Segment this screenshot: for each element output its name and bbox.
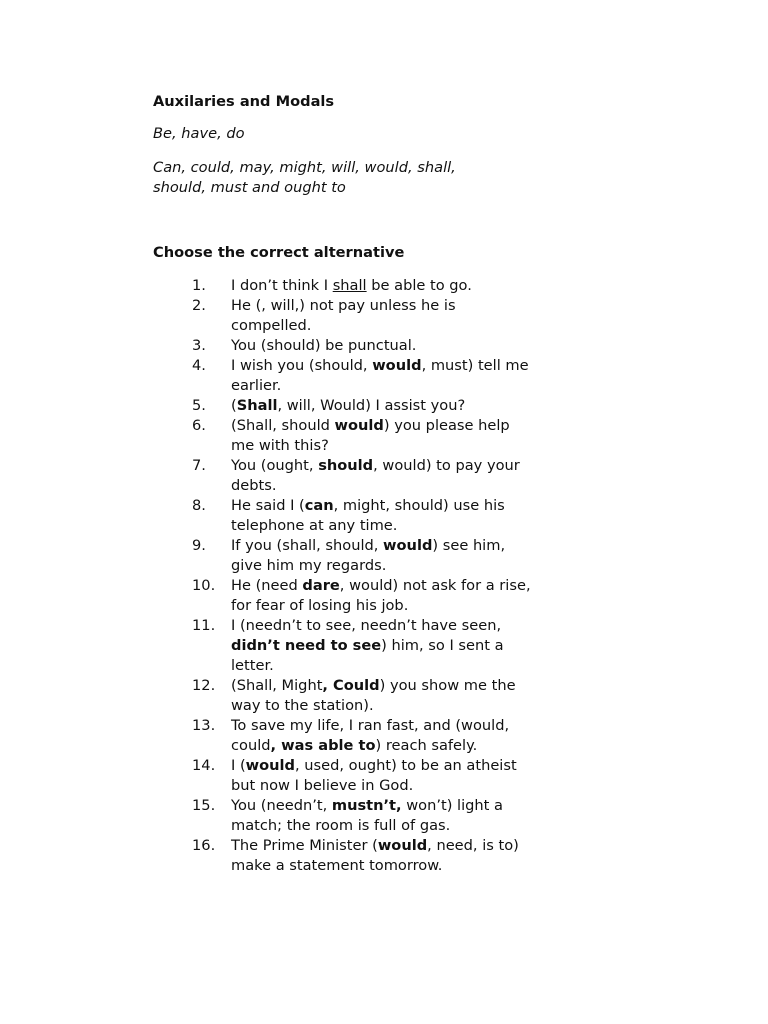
list-item — [0, 756, 768, 796]
item-line: He (, will,) not pay unless he is — [231, 297, 456, 314]
item-number: 1. — [192, 277, 206, 294]
item-text — [231, 356, 621, 396]
item-line: compelled. — [231, 317, 312, 334]
list-item — [0, 716, 768, 756]
list-item — [0, 536, 768, 576]
item-line: way to the station). — [231, 697, 374, 714]
item-number: 13. — [192, 717, 216, 734]
item-text — [231, 536, 621, 576]
item-line: telephone at any time. — [231, 517, 398, 534]
item-line: but now I believe in God. — [231, 777, 414, 794]
item-line: I (would, used, ought) to be an atheist — [231, 757, 517, 774]
item-line: (Shall, should would) you please help — [231, 417, 510, 434]
item-text — [231, 836, 621, 876]
auxiliaries-subtitle: Be, have, do — [153, 125, 245, 142]
item-text — [231, 416, 621, 456]
item-number: 14. — [192, 757, 216, 774]
item-number: 2. — [192, 297, 206, 314]
item-text — [231, 676, 621, 716]
item-number: 3. — [192, 337, 206, 354]
item-number: 11. — [192, 617, 216, 634]
list-item — [0, 576, 768, 616]
item-line: I don’t think I shall be able to go. — [231, 277, 472, 294]
modals-list-text — [153, 158, 583, 198]
item-line: He (need dare, would) not ask for a rise, — [231, 577, 531, 594]
item-number: 10. — [192, 577, 216, 594]
list-item — [0, 416, 768, 456]
item-text — [231, 496, 621, 536]
list-item — [0, 276, 768, 296]
item-line: debts. — [231, 477, 277, 494]
item-line: for fear of losing his job. — [231, 597, 409, 614]
item-line: earlier. — [231, 377, 282, 394]
exercise-list — [0, 276, 768, 876]
list-item — [0, 836, 768, 876]
item-number: 6. — [192, 417, 206, 434]
item-line: me with this? — [231, 437, 329, 454]
item-number: 16. — [192, 837, 216, 854]
item-line: didn’t need to see) him, so I sent a — [231, 637, 504, 654]
item-text — [231, 336, 621, 356]
item-line: To save my life, I ran fast, and (would, — [231, 717, 510, 734]
list-item — [0, 616, 768, 676]
list-item — [0, 296, 768, 336]
item-text — [231, 396, 621, 416]
item-line: match; the room is full of gas. — [231, 817, 451, 834]
list-item — [0, 396, 768, 416]
item-line: If you (shall, should, would) see him, — [231, 537, 506, 554]
item-text — [231, 576, 621, 616]
section-heading: Choose the correct alternative — [153, 244, 405, 261]
item-text — [231, 796, 621, 836]
item-line: could, was able to) reach safely. — [231, 737, 478, 754]
list-item — [0, 456, 768, 496]
item-line: (Shall, will, Would) I assist you? — [231, 397, 466, 414]
item-text — [231, 716, 621, 756]
item-line: I wish you (should, would, must) tell me — [231, 357, 529, 374]
item-line: letter. — [231, 657, 274, 674]
list-item — [0, 676, 768, 716]
item-text — [231, 756, 621, 796]
list-item — [0, 796, 768, 836]
item-line: I (needn’t to see, needn’t have seen, — [231, 617, 502, 634]
list-item — [0, 336, 768, 356]
list-item — [0, 496, 768, 536]
item-number: 7. — [192, 457, 206, 474]
item-line: You (should) be punctual. — [231, 337, 417, 354]
item-number: 9. — [192, 537, 206, 554]
document-title: Auxilaries and Modals — [153, 93, 335, 110]
item-number: 15. — [192, 797, 216, 814]
item-number: 4. — [192, 357, 206, 374]
item-line: You (needn’t, mustn’t, won’t) light a — [231, 797, 503, 814]
item-line: You (ought, should, would) to pay your — [231, 457, 520, 474]
item-line: make a statement tomorrow. — [231, 857, 443, 874]
list-item — [0, 356, 768, 396]
modals-line: Can, could, may, might, will, would, shall, — [153, 159, 456, 176]
item-line: give him my regards. — [231, 557, 387, 574]
item-line: He said I (can, might, should) use his — [231, 497, 505, 514]
item-line: (Shall, Might, Could) you show me the — [231, 677, 516, 694]
modals-line: should, must and ought to — [153, 179, 346, 196]
item-text — [231, 296, 621, 336]
item-number: 5. — [192, 397, 206, 414]
item-number: 12. — [192, 677, 216, 694]
item-text — [231, 616, 621, 676]
item-text — [231, 456, 621, 496]
item-line: The Prime Minister (would, need, is to) — [231, 837, 519, 854]
item-text — [231, 276, 621, 296]
item-number: 8. — [192, 497, 206, 514]
